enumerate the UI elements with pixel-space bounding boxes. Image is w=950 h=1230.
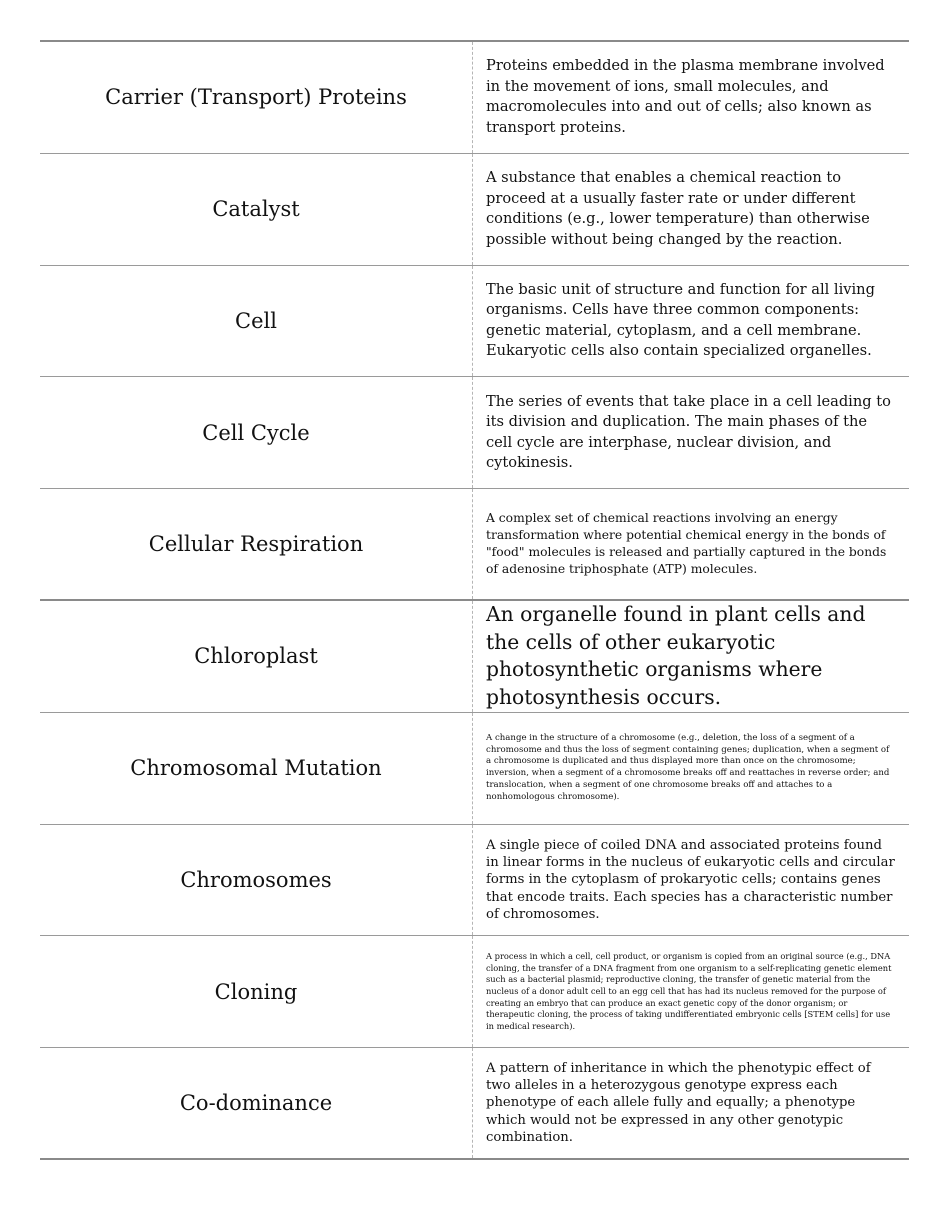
- term-text: Chromosomes: [180, 867, 332, 892]
- definition-cell: [473, 42, 909, 153]
- definition-cell: [473, 154, 909, 265]
- definition-text: A single piece of coiled DNA and associated proteins found in linear forms in the nucleus of eukaryotic cells and circular forms in the cytoplasm of prokaryotic cells; contains genes that encode traits. Each species has a characteristic number of chromosomes.: [486, 837, 895, 922]
- card-row: [40, 936, 909, 1048]
- definition-cell: [473, 936, 909, 1047]
- term-cell: [40, 936, 473, 1047]
- definition-cell: [473, 266, 909, 377]
- term-text: Cellular Respiration: [148, 532, 364, 557]
- card-row: [40, 713, 909, 825]
- card-row: [40, 601, 909, 713]
- definition-text: A change in the structure of a chromosome (e.g., deletion, the loss of a segment of a chromosome and thus the loss of segment containing genes; duplication, when a segment of a chromosome is duplicated and thus displayed more than once on the chromosome; inversion, when a segment of a chromosome breaks off and reattaches in reverse order; and translocation, when a segment of one chromosome breaks off and attaches to a nonhomologous chromosome).: [486, 732, 890, 802]
- term-cell: [40, 1048, 473, 1158]
- card-row: [40, 266, 909, 378]
- card-row: [40, 489, 909, 601]
- term-text: Carrier (Transport) Proteins: [105, 85, 407, 110]
- term-cell: [40, 825, 473, 936]
- definition-text: An organelle found in plant cells and the cells of other eukaryotic photosynthetic organisms where photosynthesis occurs.: [486, 602, 866, 709]
- term-cell: [40, 377, 473, 488]
- term-text: Cell: [235, 308, 277, 333]
- term-text: Cloning: [214, 979, 298, 1004]
- term-text: Chromosomal Mutation: [130, 756, 382, 781]
- card-row: [40, 154, 909, 266]
- definition-cell: [473, 489, 909, 599]
- definition-text: A substance that enables a chemical reaction to proceed at a usually faster rate or under different conditions (e.g., lower temperature) than otherwise possible without being changed by the reaction.: [486, 169, 870, 248]
- term-text: Cell Cycle: [202, 420, 310, 445]
- term-cell: [40, 601, 473, 712]
- card-row: [40, 377, 909, 489]
- term-cell: [40, 489, 473, 599]
- flashcard-table: [40, 40, 909, 1160]
- definition-text: A complex set of chemical reactions involving an energy transformation where potential chemical energy in the bonds of "food" molecules is released and partially captured in the bonds of adenosine triphosphate (ATP) molecules.: [486, 510, 887, 577]
- definition-text: The basic unit of structure and function for all living organisms. Cells have three common components: genetic material, cytoplasm, and a cell membrane. Eukaryotic cells also contain specialized organelles.: [486, 280, 875, 360]
- term-text: Catalyst: [212, 197, 300, 222]
- definition-text: Proteins embedded in the plasma membrane involved in the movement of ions, small molecules, and macromolecules into and out of cells; also known as transport proteins.: [486, 57, 885, 136]
- definition-text: A process in which a cell, cell product, or organism is copied from an original source (e.g., DNA cloning, the transfer of a DNA fragment from one organism to a self-replicating genetic element such as a bacterial plasmid; reproductive cloning, the transfer of genetic material from the nucleus of a donor adult cell to an egg cell that has had its nucleus removed for the purpose of creating an embryo that can produce an exact genetic copy of the donor organism; or therapeutic cloning, the process of taking undifferentiated embryonic cells [STEM cells] for use in medical research).: [486, 951, 892, 1031]
- definition-cell: [473, 825, 909, 936]
- definition-cell: [473, 601, 909, 712]
- card-row: [40, 825, 909, 937]
- definition-text: The series of events that take place in a cell leading to its division and duplication. The main phases of the cell cycle are interphase, nuclear division, and cytokinesis.: [486, 392, 891, 472]
- term-text: Co-dominance: [179, 1091, 333, 1116]
- card-row: [40, 1048, 909, 1160]
- definition-cell: [473, 377, 909, 488]
- term-text: Chloroplast: [194, 644, 318, 669]
- definition-cell: [473, 713, 909, 824]
- term-cell: [40, 154, 473, 265]
- card-row: [40, 42, 909, 154]
- term-cell: [40, 266, 473, 377]
- definition-cell: [473, 1048, 909, 1158]
- term-cell: [40, 42, 473, 153]
- definition-text: A pattern of inheritance in which the phenotypic effect of two alleles in a heterozygous genotype express each phenotype of each allele fully and equally; a phenotype which would not be expressed in any other genotypic combination.: [486, 1061, 871, 1145]
- term-cell: [40, 713, 473, 824]
